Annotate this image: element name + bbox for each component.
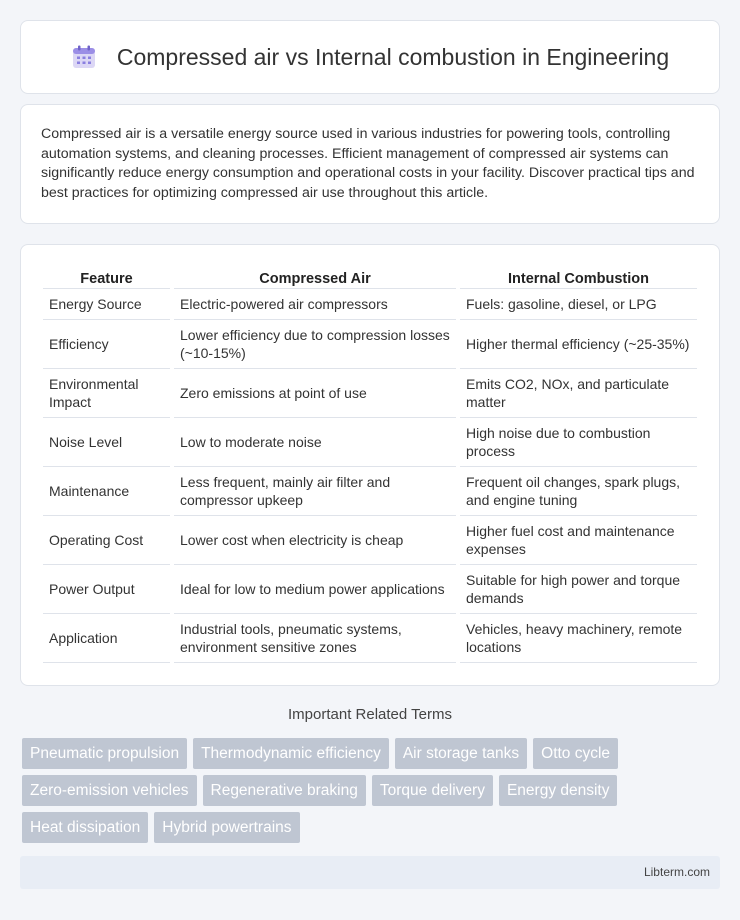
column-header-internal-combustion: Internal Combustion — [460, 265, 697, 289]
table-row — [43, 369, 697, 418]
intro-text: Compressed air is a versatile energy source used in various industries for powering tools, controlling automation systems, and cleaning processes. Efficient management of compressed air systems can significantly reduce energy consumption and operational costs in your facility. Discover practical tips and best practices for optimizing compressed air use throughout this article. — [41, 126, 695, 201]
table-cell-compressed-air: Less frequent, mainly air filter and compressor upkeep — [174, 467, 456, 516]
table-cell-feature: Efficiency — [43, 320, 170, 369]
table-row — [43, 289, 697, 320]
related-term-tag[interactable]: Otto cycle — [533, 738, 618, 769]
table-cell-feature: Power Output — [43, 565, 170, 614]
related-term-tag[interactable]: Thermodynamic efficiency — [193, 738, 389, 769]
table-row — [43, 516, 697, 565]
comparison-table — [39, 265, 701, 663]
related-term-tag[interactable]: Heat dissipation — [22, 812, 148, 843]
column-header-compressed-air: Compressed Air — [174, 265, 456, 289]
page-title: Compressed air vs Internal combustion in Engineering — [116, 43, 670, 70]
related-term-tag[interactable]: Pneumatic propulsion — [22, 738, 187, 769]
calendar-grid-icon — [71, 44, 97, 70]
comparison-table-card — [20, 244, 720, 686]
table-cell-feature: Application — [43, 614, 170, 663]
table-cell-compressed-air: Ideal for low to medium power applications — [174, 565, 456, 614]
table-cell-internal-combustion: Emits CO2, NOx, and particulate matter — [460, 369, 697, 418]
related-term-tag[interactable]: Zero-emission vehicles — [22, 775, 197, 806]
table-cell-compressed-air: Zero emissions at point of use — [174, 369, 456, 418]
table-row — [43, 418, 697, 467]
table-cell-compressed-air: Lower efficiency due to compression losses (~10-15%) — [174, 320, 456, 369]
footer — [20, 856, 720, 889]
table-row — [43, 467, 697, 516]
table-cell-compressed-air: Electric-powered air compressors — [174, 289, 456, 320]
related-terms-list — [22, 738, 722, 849]
column-header-feature: Feature — [43, 265, 170, 289]
table-cell-internal-combustion: Higher fuel cost and maintenance expenses — [460, 516, 697, 565]
related-term-tag[interactable]: Torque delivery — [372, 775, 493, 806]
table-cell-feature: Environmental Impact — [43, 369, 170, 418]
table-row — [43, 565, 697, 614]
table-row — [43, 614, 697, 663]
related-term-tag[interactable]: Regenerative braking — [203, 775, 366, 806]
footer-site-link[interactable]: Libterm.com — [643, 865, 710, 879]
related-term-tag[interactable]: Hybrid powertrains — [154, 812, 299, 843]
table-cell-compressed-air: Low to moderate noise — [174, 418, 456, 467]
table-cell-feature: Maintenance — [43, 467, 170, 516]
related-term-tag[interactable]: Air storage tanks — [395, 738, 527, 769]
related-term-tag[interactable]: Energy density — [499, 775, 618, 806]
table-header-row — [43, 265, 697, 289]
table-row — [43, 320, 697, 369]
table-cell-compressed-air: Lower cost when electricity is cheap — [174, 516, 456, 565]
table-cell-internal-combustion: High noise due to combustion process — [460, 418, 697, 467]
table-cell-internal-combustion: Higher thermal efficiency (~25-35%) — [460, 320, 697, 369]
related-terms-title: Important Related Terms — [288, 706, 452, 723]
table-cell-feature: Operating Cost — [43, 516, 170, 565]
table-cell-feature: Energy Source — [43, 289, 170, 320]
header-card — [20, 20, 720, 94]
table-cell-compressed-air: Industrial tools, pneumatic systems, environment sensitive zones — [174, 614, 456, 663]
table-cell-feature: Noise Level — [43, 418, 170, 467]
table-cell-internal-combustion: Suitable for high power and torque demands — [460, 565, 697, 614]
table-cell-internal-combustion: Vehicles, heavy machinery, remote locations — [460, 614, 697, 663]
table-cell-internal-combustion: Fuels: gasoline, diesel, or LPG — [460, 289, 697, 320]
intro-card — [20, 104, 720, 224]
table-cell-internal-combustion: Frequent oil changes, spark plugs, and engine tuning — [460, 467, 697, 516]
